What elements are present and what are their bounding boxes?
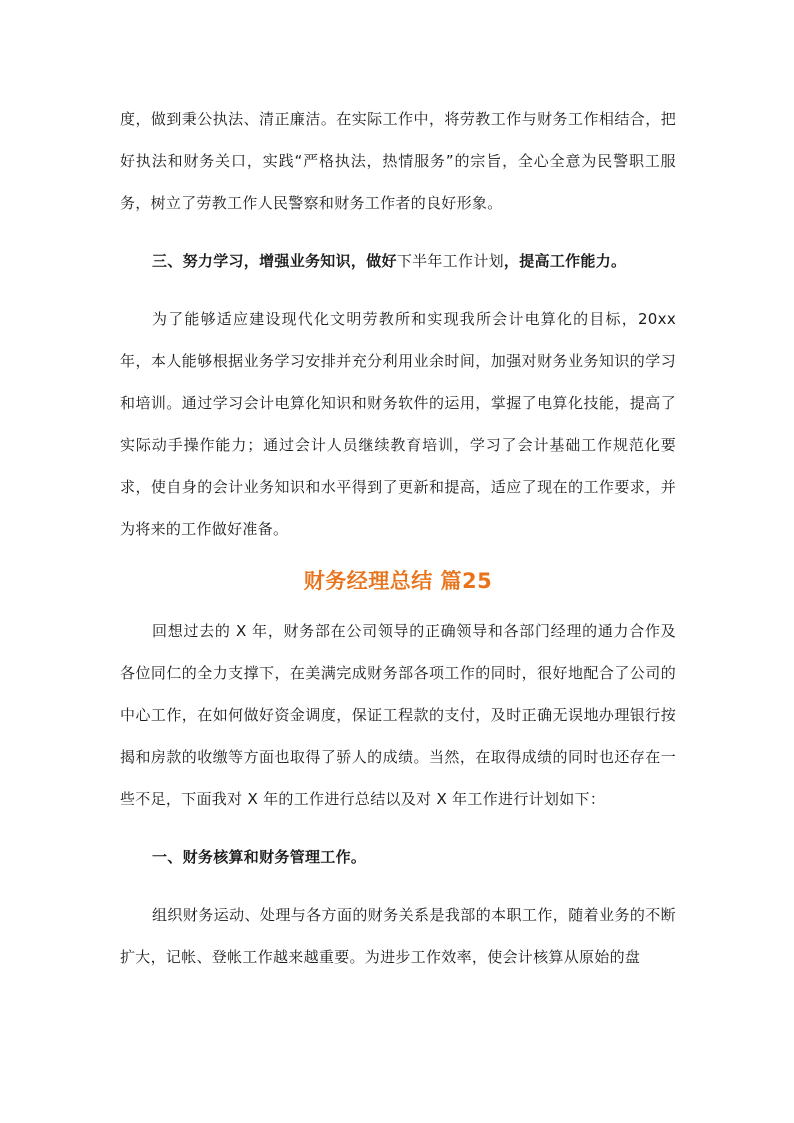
- study-paragraph: 为了能够适应建设现代化文明劳教所和实现我所会计电算化的目标，20xx年，本人能够根据业务学习安排并充分利用业余时间，加强对财务业务知识的学习和培训。通过学习会计电算化知识和财务软件的运用，掌握了电算化技能，提高了实际动手操作能力；通过会计人员继续教育培训，学习了会计基础工作规范化要求，使自身的会计业务知识和水平得到了更新和提高，适应了现在的工作要求，并为将来的工作做好准备。: [120, 310, 676, 538]
- section-three-link-text: 下半年工作计划: [396, 252, 504, 270]
- review-paragraph: 回想过去的 X 年，财务部在公司领导的正确领导和各部门经理的通力合作及各位同仁的全力支撑下，在美满完成财务部各项工作的同时，很好地配合了公司的中心工作，在如何做好资金调度，保证工程款的支付，及时正确无误地办理银行按揭和房款的收缴等方面也取得了骄人的成绩。当然，在取得成绩的同时也还存在一些不足，下面我对 X 年的工作进行总结以及对 X 年工作进行计划如下：: [120, 622, 676, 808]
- spacer: [120, 282, 676, 298]
- document-page: [120, 98, 676, 978]
- section-three-bold-suffix: ，提高工作能力。: [503, 252, 627, 270]
- article-title: 财务经理总结 篇25: [303, 569, 493, 593]
- spacer: [120, 224, 676, 240]
- spacer: [120, 820, 676, 836]
- intro-paragraph: 度，做到秉公执法、清正廉洁。在实际工作中，将劳教工作与财务工作相结合，把好执法和财务关口，实践“严格执法，热情服务”的宗旨，全心全意为民警职工服务，树立了劳教工作人民警察和财务工作者的良好形象。: [120, 110, 676, 212]
- section-three-bold-prefix: 三、努力学习，增强业务知识，做好: [152, 252, 397, 270]
- spacer: [120, 878, 676, 894]
- org-paragraph: 组织财务运动、处理与各方面的财务关系是我部的本职工作，随着业务的不断扩大，记帐、登帐工作越来越重要。为进步工作效率，使会计核算从原始的盘: [120, 906, 676, 966]
- section-three-heading: [120, 240, 676, 282]
- section-one-heading: 一、财务核算和财务管理工作。: [152, 848, 367, 866]
